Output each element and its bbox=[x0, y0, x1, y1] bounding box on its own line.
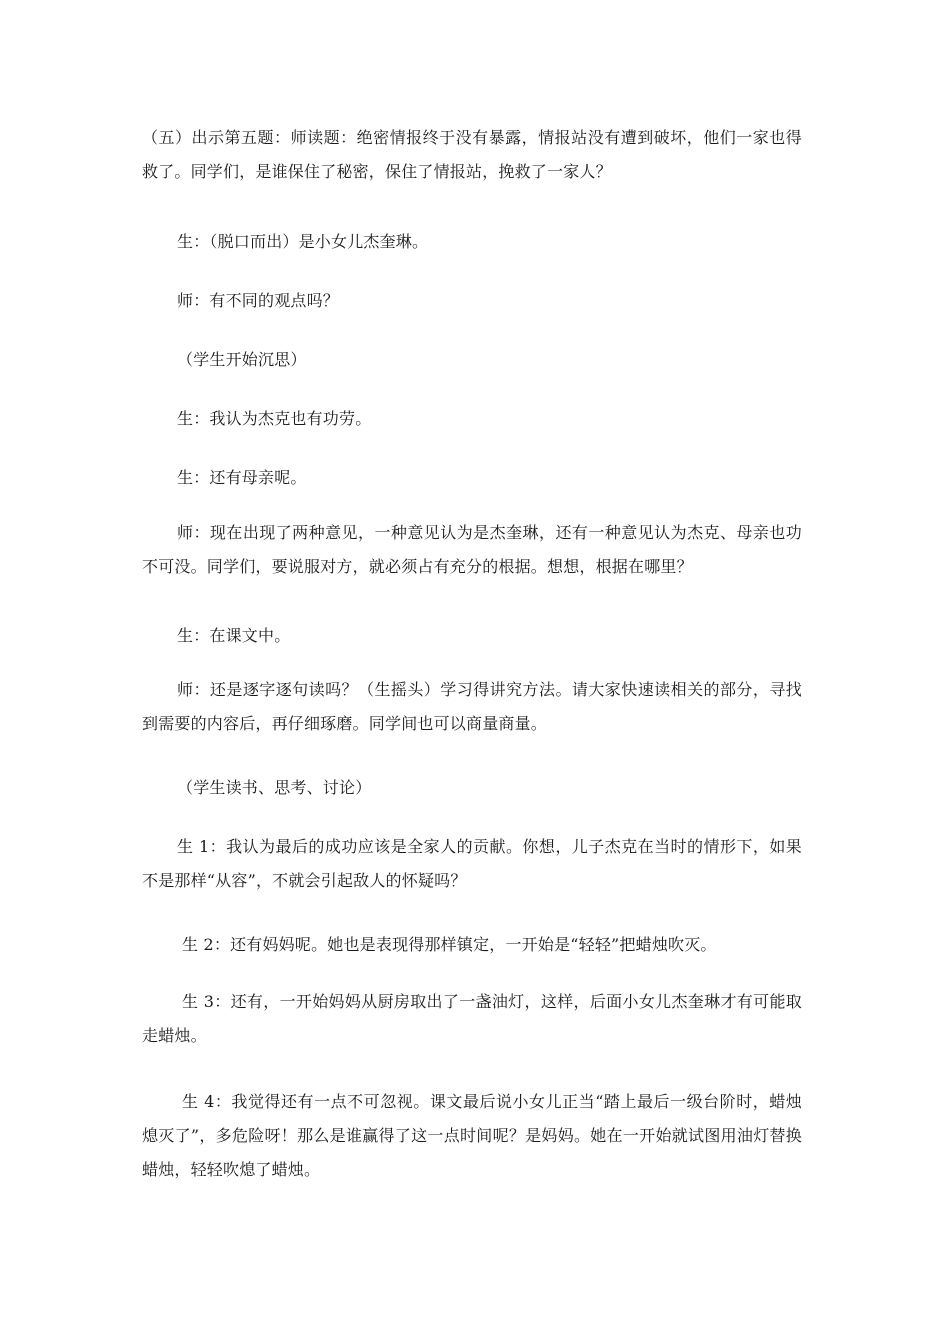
paragraph-student-1: 生 1：我认为最后的成功应该是全家人的贡献。你想，儿子杰克在当时的情形下，如果不是那样“从容”，不就会引起敌人的怀疑吗？ bbox=[142, 837, 802, 890]
paragraph-student-in-text: 生：在课文中。 bbox=[177, 626, 291, 645]
paragraph-student-answer-3: 生：还有母亲呢。 bbox=[177, 468, 307, 487]
paragraph-students-discuss: （学生读书、思考、讨论） bbox=[177, 778, 372, 797]
paragraph-student-2: 生 2：还有妈妈呢。她也是表现得那样镇定，一开始是“轻轻”把蜡烛吹灭。 bbox=[182, 935, 717, 954]
paragraph-question-five: （五）出示第五题：师读题：绝密情报终于没有暴露，情报站没有遭到破坏，他们一家也得救了。同学们，是谁保住了秘密，保住了情报站，挽救了一家人？ bbox=[142, 128, 802, 181]
paragraph-students-thinking: （学生开始沉思） bbox=[177, 350, 307, 369]
paragraph-student-answer-2: 生：我认为杰克也有功劳。 bbox=[177, 409, 372, 428]
paragraph-teacher-two-opinions: 师：现在出现了两种意见，一种意见认为是杰奎琳，还有一种意见认为杰克、母亲也功不可没。同学们，要说服对方，就必须占有充分的根据。想想，根据在哪里？ bbox=[142, 523, 802, 576]
paragraph-student-3: 生 3：还有，一开始妈妈从厨房取出了一盏油灯，这样，后面小女儿杰奎琳才有可能取走蜡烛。 bbox=[142, 992, 802, 1045]
paragraph-teacher-question: 师：有不同的观点吗？ bbox=[177, 291, 340, 310]
paragraph-student-4: 生 4：我觉得还有一点不可忽视。课文最后说小女儿正当“踏上最后一级台阶时，蜡烛熄灭了”，多危险呀！那么是谁赢得了这一点时间呢？是妈妈。她在一开始就试图用油灯替换蜡烛，轻轻吹熄了蜡烛。 bbox=[142, 1092, 802, 1179]
paragraph-student-answer-1: 生：（脱口而出）是小女儿杰奎琳。 bbox=[177, 232, 429, 251]
paragraph-teacher-method: 师：还是逐字逐句读吗？（生摇头）学习得讲究方法。请大家快速读相关的部分，寻找到需要的内容后，再仔细琢磨。同学间也可以商量商量。 bbox=[142, 680, 802, 733]
